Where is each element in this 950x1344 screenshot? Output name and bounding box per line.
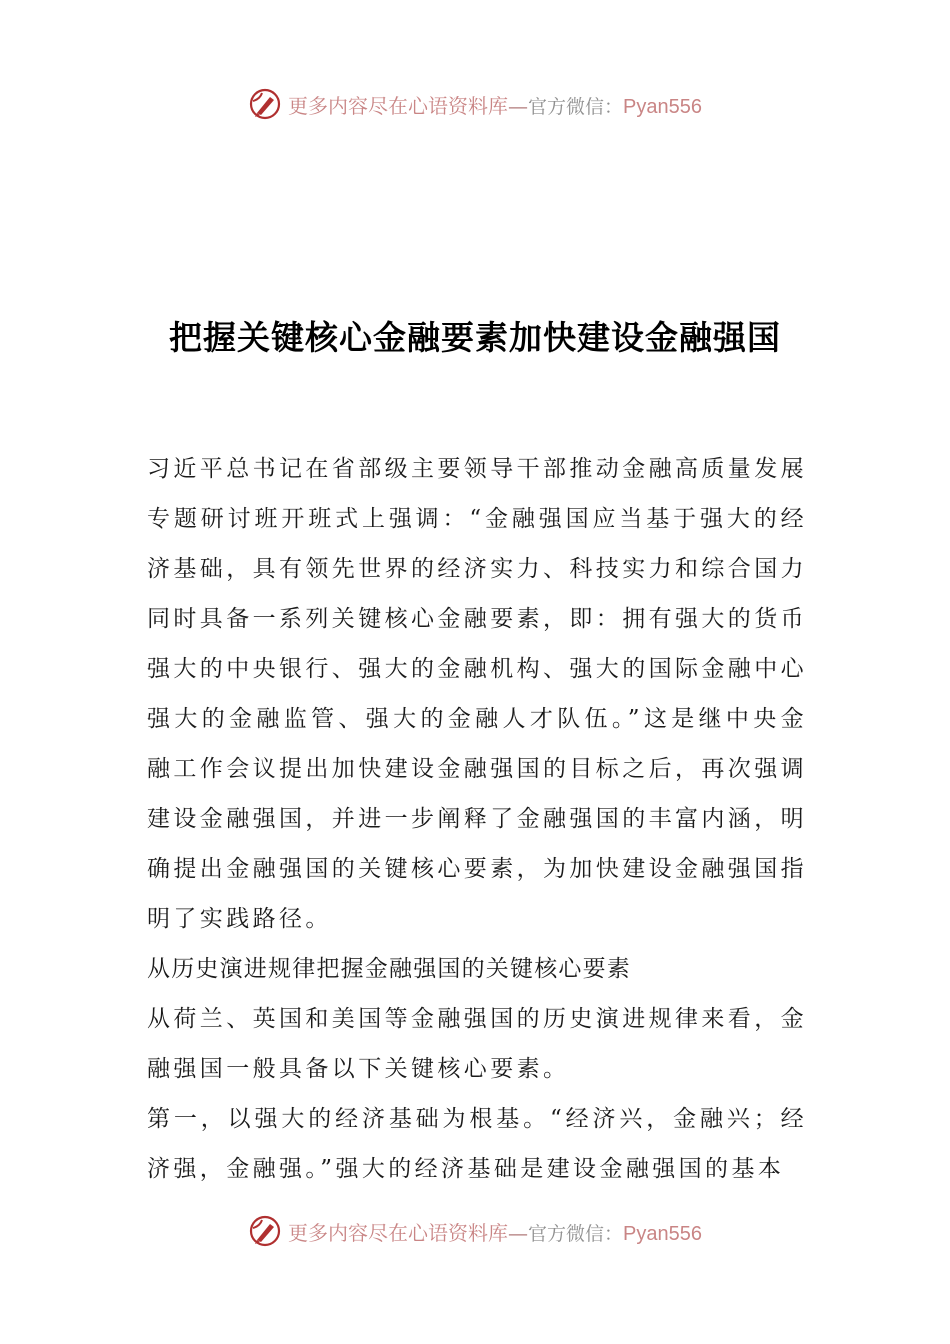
- watermark-wechat-id: Pyan556: [623, 95, 702, 118]
- pen-nib-logo-icon: [248, 87, 282, 121]
- paragraph-intro: 习近平总书记在省部级主要领导干部推动金融高质量发展专题研讨班开班式上强调：“金融强国应当基于强大的经济基础，具有领先世界的经济实力、科技实力和综合国力同时具备一系列关键核心金融要素，即：拥有强大的货币强大的中央银行、强大的金融机构、强大的国际金融中心强大的金融监管、强大的金融人才队伍。”这是继中央金融工作会议提出加快建设金融强国的目标之后，再次强调建设金融强国，并进一步阐释了金融强国的丰富内涵，明确提出金融强国的关键核心要素，为加快建设金融强国指明了实践路径。: [147, 456, 807, 932]
- watermark-banner-content: [248, 1214, 702, 1248]
- watermark-banner-content: [248, 87, 702, 121]
- section-heading: 从历史演进规律把握金融强国的关键核心要素: [147, 956, 631, 982]
- watermark-wechat-id: Pyan556: [623, 1222, 702, 1245]
- watermark-site-name: 更多内容尽在心语资料库: [288, 93, 508, 118]
- paragraph-first-point: 第一，以强大的经济基础为根基。“经济兴，金融兴；经济强，金融强。”强大的经济基础是建设金融强国的基本: [147, 1106, 807, 1182]
- watermark-dash: —: [508, 93, 528, 118]
- watermark-text: [288, 1217, 702, 1246]
- document-title: 把握关键核心金融要素加快建设金融强国: [169, 318, 781, 357]
- watermark-site-name: 更多内容尽在心语资料库: [288, 1220, 508, 1245]
- watermark-dash: —: [508, 1220, 528, 1245]
- watermark-wechat-label: 官方微信：: [528, 95, 624, 118]
- watermark-banner-top: [0, 84, 950, 124]
- document-body: [147, 444, 807, 1194]
- watermark-text: [288, 90, 702, 119]
- watermark-banner-bottom: [0, 1211, 950, 1251]
- pen-nib-logo-icon: [248, 1214, 282, 1248]
- paragraph-history: 从荷兰、英国和美国等金融强国的历史演进规律来看，金融强国一般具备以下关键核心要素。: [147, 1006, 807, 1082]
- watermark-wechat-label: 官方微信：: [528, 1222, 624, 1245]
